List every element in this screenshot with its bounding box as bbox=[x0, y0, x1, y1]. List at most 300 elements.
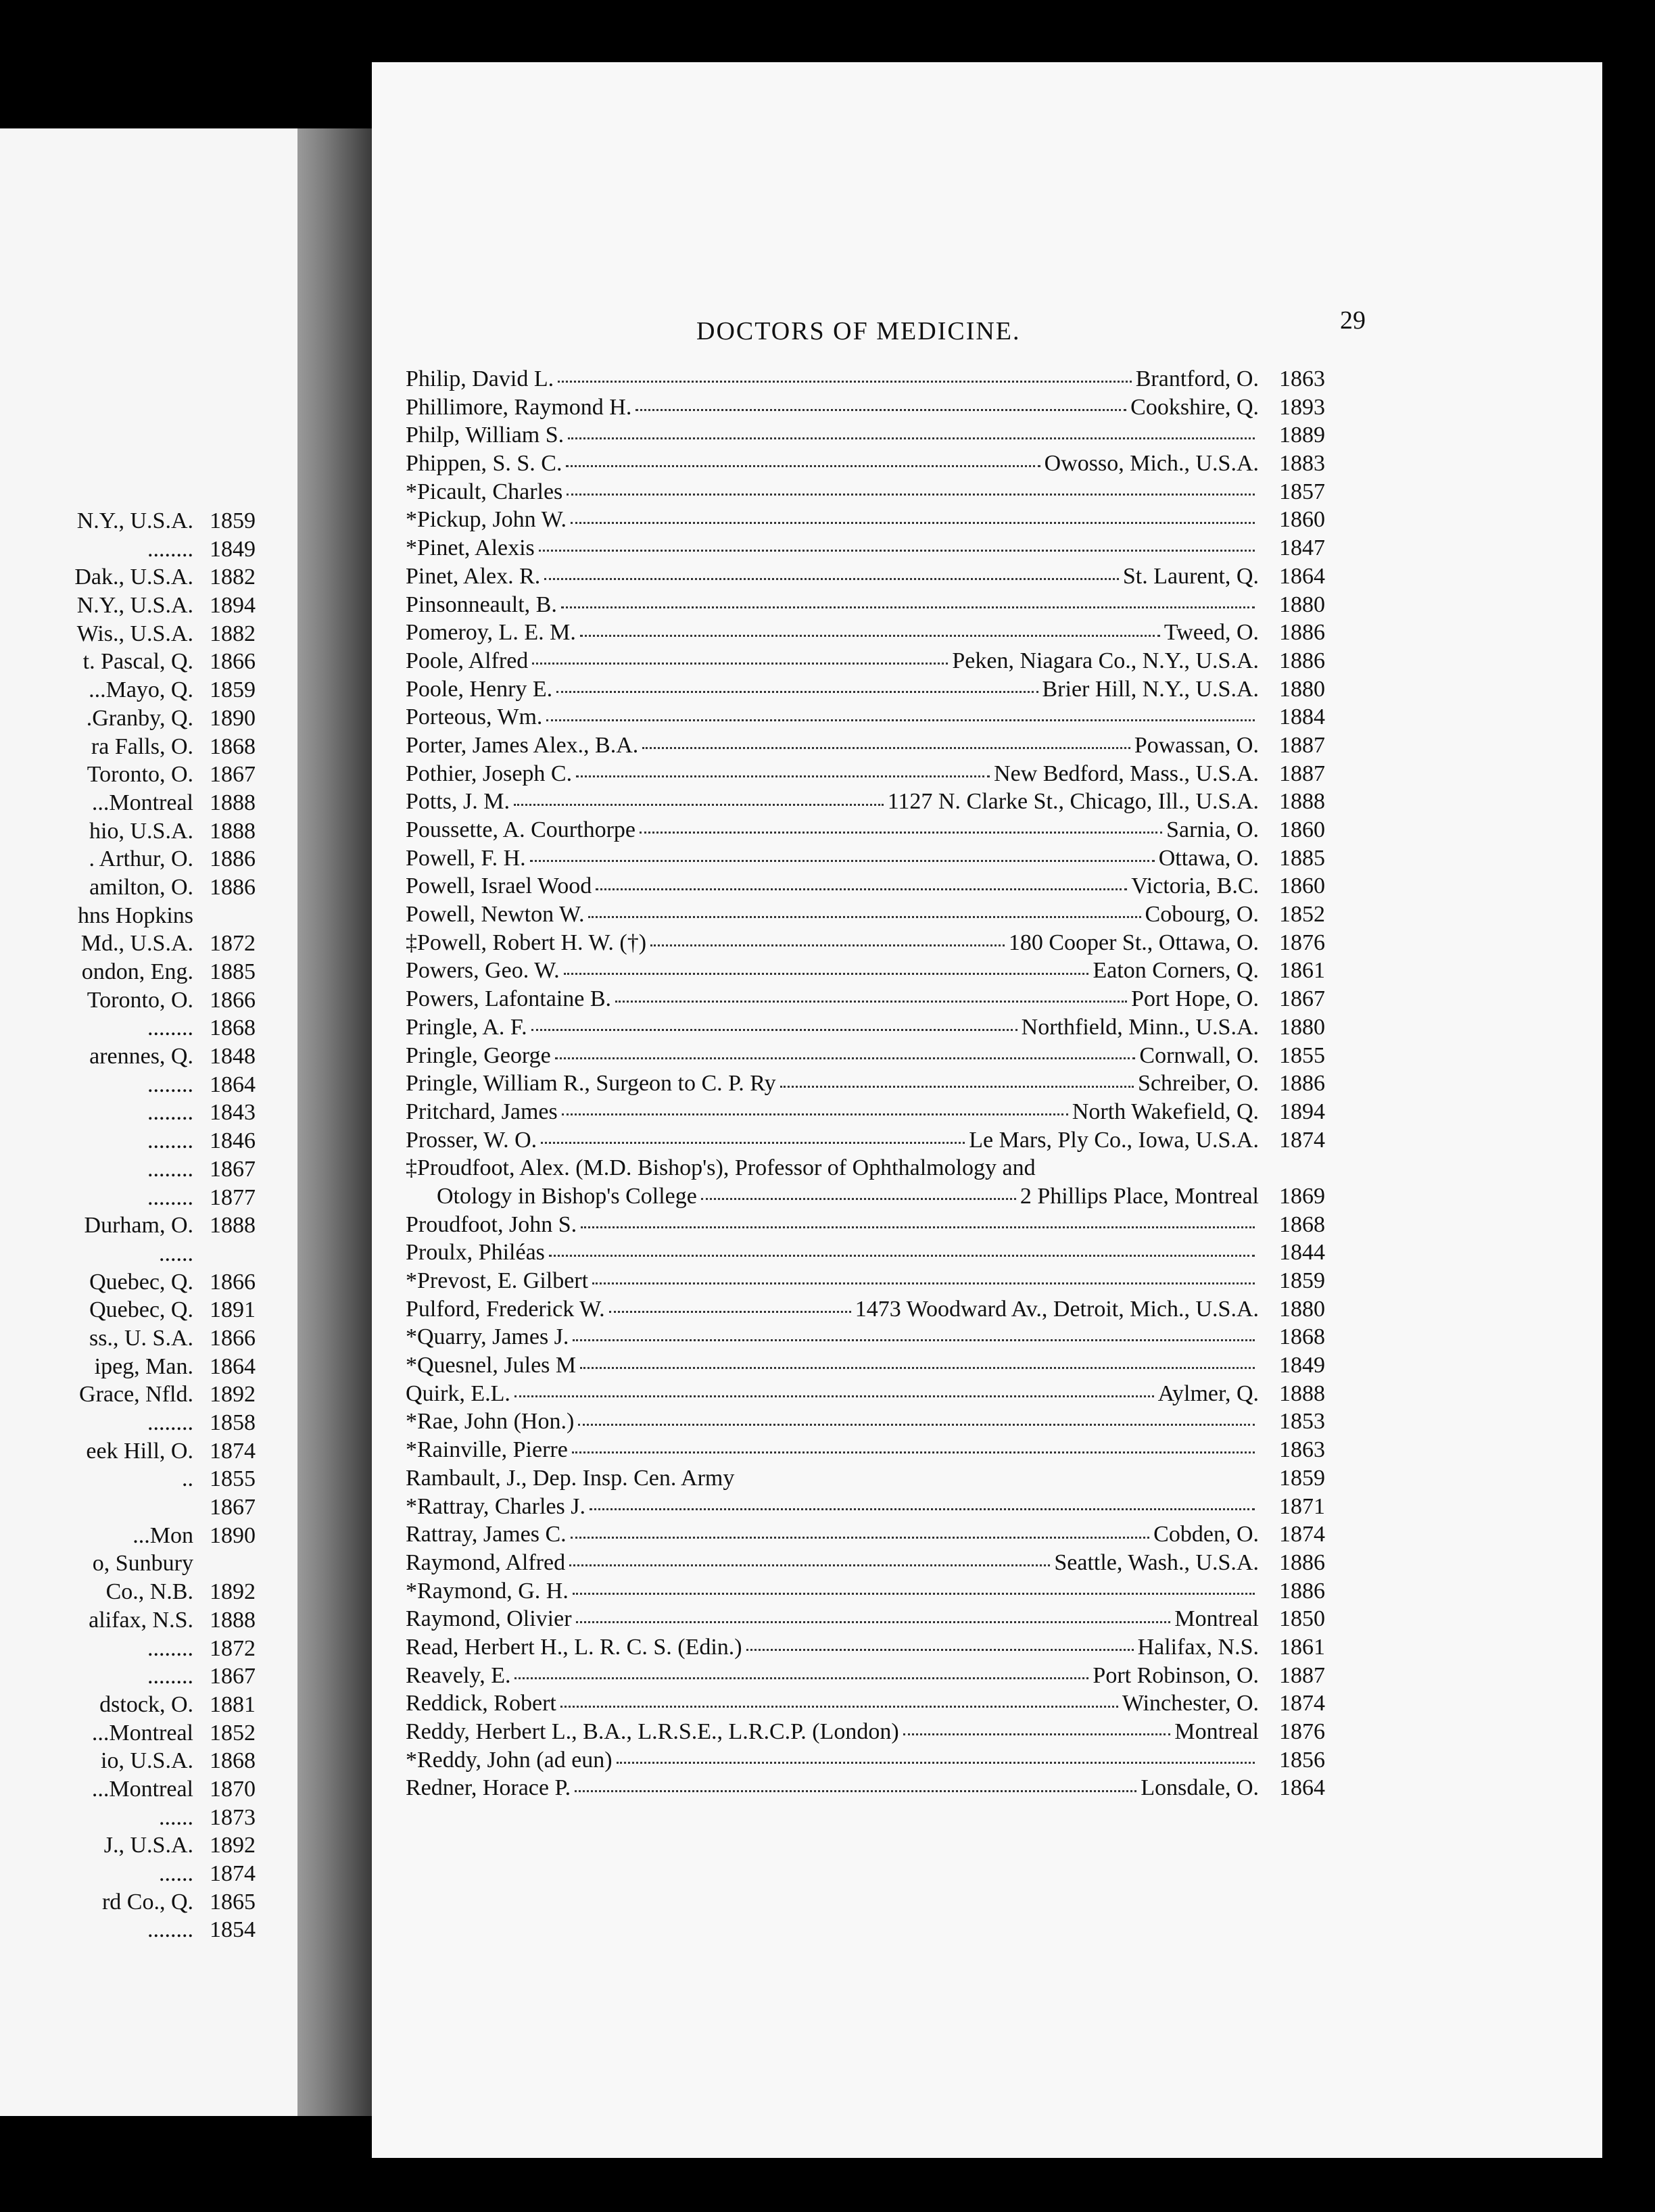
left-page-line bbox=[0, 1522, 284, 1550]
entry-name: Pothier, Joseph C. bbox=[406, 761, 573, 786]
left-page-line bbox=[0, 1860, 284, 1888]
directory-entry bbox=[406, 562, 1325, 591]
entry-name: Phippen, S. S. C. bbox=[406, 451, 562, 477]
entry-place: Owosso, Mich., U.S.A. bbox=[1044, 451, 1259, 477]
dot-leader bbox=[549, 1255, 1255, 1257]
left-page-line bbox=[0, 1211, 284, 1240]
left-line-text: .Granby, Q. bbox=[86, 705, 193, 731]
directory-entry bbox=[406, 929, 1325, 957]
left-page-line bbox=[0, 507, 284, 535]
left-line-text: o, Sunbury bbox=[92, 1551, 193, 1577]
entry-place: Tweed, O. bbox=[1164, 620, 1259, 646]
entry-year: 1888 bbox=[1279, 789, 1325, 815]
entry-name: Powers, Geo. W. bbox=[406, 958, 560, 984]
left-line-year: 1872 bbox=[210, 1635, 256, 1661]
left-line-year: 1843 bbox=[210, 1100, 256, 1126]
entry-name: *Pinet, Alexis bbox=[406, 535, 535, 561]
directory-entry bbox=[406, 393, 1325, 422]
directory-entry bbox=[406, 1408, 1325, 1436]
dot-leader bbox=[556, 691, 1038, 693]
left-line-text: ........ bbox=[147, 1128, 193, 1154]
left-line-year: 1867 bbox=[210, 1664, 256, 1689]
left-line-text: ra Falls, O. bbox=[91, 734, 193, 759]
directory-entry bbox=[406, 844, 1325, 873]
left-line-text: Co., N.B. bbox=[105, 1579, 193, 1605]
left-line-year: 1894 bbox=[210, 593, 256, 619]
left-page-line bbox=[0, 676, 284, 704]
entry-year: 1868 bbox=[1279, 1324, 1325, 1350]
entry-year: 1852 bbox=[1279, 902, 1325, 928]
entry-name: Rattray, James C. bbox=[406, 1522, 567, 1547]
left-page-line bbox=[0, 1268, 284, 1297]
left-line-year: 1888 bbox=[210, 1213, 256, 1239]
left-line-year: 1891 bbox=[210, 1297, 256, 1323]
left-line-text: alifax, N.S. bbox=[89, 1607, 193, 1633]
directory-entry bbox=[406, 985, 1325, 1013]
dot-leader bbox=[576, 775, 990, 777]
entry-year: 1880 bbox=[1279, 1014, 1325, 1040]
entry-name: *Quarry, James J. bbox=[406, 1324, 569, 1350]
left-line-year bbox=[210, 1240, 284, 1268]
entry-place: Aylmer, Q. bbox=[1157, 1380, 1259, 1406]
left-line-year: 1848 bbox=[210, 1044, 256, 1069]
directory-entry bbox=[406, 1211, 1325, 1239]
entry-place: 180 Cooper St., Ottawa, O. bbox=[1008, 930, 1259, 955]
left-page-line bbox=[0, 1296, 284, 1324]
dot-leader bbox=[546, 719, 1255, 721]
directory-entry bbox=[406, 1774, 1325, 1802]
left-line-text: ...Montreal bbox=[91, 1776, 193, 1802]
left-page-line bbox=[0, 1042, 284, 1071]
entry-place: Schreiber, O. bbox=[1138, 1071, 1259, 1097]
entry-year: 1844 bbox=[1279, 1240, 1325, 1266]
left-line-text: eek Hill, O. bbox=[86, 1438, 193, 1464]
entry-name: *Raymond, G. H. bbox=[406, 1578, 569, 1604]
directory-entry bbox=[406, 957, 1325, 985]
entry-place: Cobden, O. bbox=[1153, 1522, 1259, 1547]
entry-year: 1867 bbox=[1279, 986, 1325, 1012]
entry-year: 1880 bbox=[1279, 1296, 1325, 1322]
directory-entry bbox=[406, 1605, 1325, 1633]
directory-entry bbox=[406, 1380, 1325, 1408]
left-page-line bbox=[0, 1409, 284, 1437]
left-line-text: ...Mon bbox=[133, 1522, 193, 1548]
entry-year: 1888 bbox=[1279, 1380, 1325, 1406]
dot-leader bbox=[617, 1762, 1255, 1764]
entry-name: Pulford, Frederick W. bbox=[406, 1296, 605, 1322]
left-line-year: 1888 bbox=[210, 1607, 256, 1633]
directory-entry bbox=[406, 788, 1325, 816]
left-line-text: ........ bbox=[147, 1184, 193, 1210]
dot-leader bbox=[514, 1395, 1154, 1397]
dot-leader bbox=[571, 522, 1255, 524]
left-line-year: 1882 bbox=[210, 564, 256, 590]
left-line-year: 1866 bbox=[210, 1269, 256, 1295]
left-line-text: ........ bbox=[147, 1635, 193, 1661]
left-page-line bbox=[0, 1916, 284, 1944]
entry-name: Raymond, Alfred bbox=[406, 1549, 566, 1575]
left-page-line bbox=[0, 1775, 284, 1804]
entry-name: Porter, James Alex., B.A. bbox=[406, 732, 639, 758]
entry-place: Port Hope, O. bbox=[1131, 986, 1259, 1012]
directory-entry bbox=[406, 591, 1325, 619]
directory-entry bbox=[406, 1126, 1325, 1155]
dot-leader bbox=[596, 888, 1127, 890]
left-line-text: Quebec, Q. bbox=[89, 1297, 193, 1323]
entry-name: Pinet, Alex. R. bbox=[406, 563, 541, 589]
entry-name: Read, Herbert H., L. R. C. S. (Edin.) bbox=[406, 1634, 742, 1660]
entry-year: 1855 bbox=[1279, 1042, 1325, 1068]
entry-place: Montreal bbox=[1174, 1719, 1259, 1744]
directory-entry bbox=[406, 619, 1325, 647]
left-page-line bbox=[0, 789, 284, 817]
entry-year: 1860 bbox=[1279, 507, 1325, 533]
left-line-year: 1888 bbox=[210, 818, 256, 844]
dot-leader bbox=[581, 1226, 1255, 1228]
entry-year: 1860 bbox=[1279, 817, 1325, 842]
directory-entry bbox=[406, 1689, 1325, 1718]
directory-entry bbox=[406, 900, 1325, 929]
directory-entry bbox=[406, 675, 1325, 704]
entry-name: *Rae, John (Hon.) bbox=[406, 1409, 575, 1435]
left-page-line bbox=[0, 1549, 284, 1578]
left-page-line bbox=[0, 1804, 284, 1832]
directory-entry bbox=[406, 534, 1325, 562]
entry-place: Cobourg, O. bbox=[1145, 902, 1259, 928]
left-line-year: 1886 bbox=[210, 874, 256, 900]
left-line-year: 1854 bbox=[210, 1917, 256, 1943]
left-line-year bbox=[210, 902, 284, 930]
entry-name: Raymond, Olivier bbox=[406, 1606, 572, 1632]
dot-leader bbox=[560, 1706, 1118, 1708]
directory-entry bbox=[406, 1549, 1325, 1577]
entry-year: 1894 bbox=[1279, 1099, 1325, 1124]
left-line-year: 1877 bbox=[210, 1184, 256, 1210]
left-page-line bbox=[0, 1240, 284, 1268]
left-line-text: ........ bbox=[147, 1100, 193, 1126]
directory-entry bbox=[406, 1042, 1325, 1070]
entry-name: ‡Powell, Robert H. W. (†) bbox=[406, 930, 647, 955]
entry-name: *Rainville, Pierre bbox=[406, 1437, 568, 1463]
left-line-year: 1867 bbox=[210, 1495, 256, 1520]
left-page-line bbox=[0, 817, 284, 846]
directory-entry bbox=[406, 1182, 1325, 1211]
entry-year: 1886 bbox=[1279, 1549, 1325, 1575]
entry-year: 1874 bbox=[1279, 1522, 1325, 1547]
entry-year: 1887 bbox=[1279, 732, 1325, 758]
left-line-year: 1859 bbox=[210, 677, 256, 703]
dot-leader bbox=[588, 916, 1141, 918]
entry-name: Philp, William S. bbox=[406, 423, 565, 448]
dot-leader bbox=[514, 1677, 1088, 1679]
left-page-line bbox=[0, 1719, 284, 1748]
left-page-line bbox=[0, 1071, 284, 1099]
entry-name: Poole, Henry E. bbox=[406, 676, 553, 702]
directory-entry bbox=[406, 1351, 1325, 1380]
left-line-text: Wis., U.S.A. bbox=[76, 621, 193, 646]
left-line-text: N.Y., U.S.A. bbox=[76, 508, 193, 533]
directory-entry bbox=[406, 1493, 1325, 1521]
entry-place: Halifax, N.S. bbox=[1137, 1634, 1259, 1660]
entry-year: 1861 bbox=[1279, 958, 1325, 984]
left-line-text: Dak., U.S.A. bbox=[74, 564, 193, 590]
dot-leader bbox=[530, 860, 1155, 862]
directory-entry bbox=[406, 1464, 1325, 1493]
entry-name: Quirk, E.L. bbox=[406, 1380, 510, 1406]
left-page-line bbox=[0, 1099, 284, 1127]
dot-leader bbox=[564, 973, 1089, 975]
left-line-text: ...Montreal bbox=[91, 1720, 193, 1746]
directory-entry bbox=[406, 731, 1325, 760]
entry-year: 1880 bbox=[1279, 592, 1325, 617]
entry-place: Sarnia, O. bbox=[1166, 817, 1259, 842]
left-line-year: 1855 bbox=[210, 1466, 256, 1492]
directory-entry bbox=[406, 1633, 1325, 1662]
left-line-year: 1892 bbox=[210, 1579, 256, 1605]
directory-entry bbox=[406, 703, 1325, 731]
entry-place: Victoria, B.C. bbox=[1131, 873, 1259, 899]
left-line-text: . Arthur, O. bbox=[89, 846, 193, 872]
left-line-year: 1866 bbox=[210, 649, 256, 675]
entry-place: Seattle, Wash., U.S.A. bbox=[1054, 1549, 1259, 1575]
dot-leader bbox=[567, 494, 1255, 496]
left-page-line bbox=[0, 648, 284, 676]
left-page-line bbox=[0, 902, 284, 930]
dot-leader bbox=[572, 1451, 1255, 1453]
left-line-text: hio, U.S.A. bbox=[89, 818, 193, 844]
left-page-line bbox=[0, 761, 284, 789]
dot-leader bbox=[635, 409, 1126, 411]
dot-leader bbox=[566, 465, 1040, 467]
directory-entry bbox=[406, 1239, 1325, 1267]
directory-entry bbox=[406, 1154, 1325, 1182]
dot-leader bbox=[562, 1113, 1068, 1115]
entry-place: Ottawa, O. bbox=[1158, 845, 1259, 871]
entry-year: 1850 bbox=[1279, 1606, 1325, 1632]
entry-name: Prosser, W. O. bbox=[406, 1127, 537, 1153]
entry-name: *Quesnel, Jules M bbox=[406, 1353, 577, 1378]
directory-entry bbox=[406, 450, 1325, 478]
entry-year: 1886 bbox=[1279, 648, 1325, 673]
entry-year: 1859 bbox=[1279, 1268, 1325, 1293]
left-line-year: 1868 bbox=[210, 1748, 256, 1774]
entry-place: 1127 N. Clarke St., Chicago, Ill., U.S.A. bbox=[887, 789, 1259, 815]
left-line-text: ........ bbox=[147, 1015, 193, 1041]
entry-name: Pringle, George bbox=[406, 1042, 551, 1068]
left-line-text: ...... bbox=[159, 1804, 193, 1830]
directory-entry bbox=[406, 365, 1325, 393]
left-page-line bbox=[0, 704, 284, 733]
left-line-text: N.Y., U.S.A. bbox=[76, 593, 193, 619]
entry-year: 1885 bbox=[1279, 845, 1325, 871]
directory-entry bbox=[406, 1098, 1325, 1126]
left-page-line bbox=[0, 1127, 284, 1155]
left-line-year: 1868 bbox=[210, 1015, 256, 1041]
entry-year: 1864 bbox=[1279, 563, 1325, 589]
directory-entry bbox=[406, 506, 1325, 534]
entry-name: Poole, Alfred bbox=[406, 648, 529, 673]
entry-name: Proulx, Philéas bbox=[406, 1240, 545, 1266]
entry-name: ‡Proudfoot, Alex. (M.D. Bishop's), Professor of Ophthalmology and bbox=[406, 1155, 1036, 1181]
left-line-year: 1886 bbox=[210, 846, 256, 872]
dot-leader bbox=[569, 1564, 1050, 1566]
dot-leader bbox=[532, 663, 948, 665]
left-page-line bbox=[0, 535, 284, 564]
left-page-line bbox=[0, 930, 284, 958]
entry-year: 1868 bbox=[1279, 1211, 1325, 1237]
left-page-line bbox=[0, 1635, 284, 1663]
left-line-year: 1867 bbox=[210, 762, 256, 788]
directory-entry bbox=[406, 1267, 1325, 1295]
directory-entries bbox=[406, 365, 1325, 1802]
entry-year: 1874 bbox=[1279, 1691, 1325, 1716]
left-line-text: t. Pascal, Q. bbox=[82, 649, 193, 675]
left-line-year: 1852 bbox=[210, 1720, 256, 1746]
left-page-line bbox=[0, 1155, 284, 1184]
left-line-text: J., U.S.A. bbox=[103, 1833, 193, 1858]
directory-entry bbox=[406, 1577, 1325, 1606]
entry-year: 1853 bbox=[1279, 1409, 1325, 1435]
directory-entry bbox=[406, 872, 1325, 900]
left-line-text: Grace, Nfld. bbox=[79, 1382, 193, 1408]
left-line-year: 1868 bbox=[210, 734, 256, 759]
left-line-text: ...Mayo, Q. bbox=[89, 677, 193, 703]
dot-leader bbox=[701, 1198, 1016, 1200]
entry-place: Peken, Niagara Co., N.Y., U.S.A. bbox=[952, 648, 1259, 673]
directory-entry bbox=[406, 1013, 1325, 1042]
left-line-text: Quebec, Q. bbox=[89, 1269, 193, 1295]
left-line-text: ........ bbox=[147, 1410, 193, 1435]
left-page-lines bbox=[0, 507, 284, 1944]
entry-name: Pritchard, James bbox=[406, 1099, 558, 1124]
directory-entry bbox=[406, 421, 1325, 450]
left-line-text: Toronto, O. bbox=[87, 762, 193, 788]
entry-year: 1860 bbox=[1279, 873, 1325, 899]
left-page-line bbox=[0, 845, 284, 873]
entry-year: 1869 bbox=[1279, 1183, 1325, 1209]
directory-entry bbox=[406, 478, 1325, 506]
left-page-line bbox=[0, 1691, 284, 1719]
entry-place: Powassan, O. bbox=[1134, 732, 1259, 758]
entry-name: Potts, J. M. bbox=[406, 789, 510, 815]
left-page-line bbox=[0, 873, 284, 902]
left-line-text: ipeg, Man. bbox=[94, 1353, 193, 1379]
entry-year: 1884 bbox=[1279, 704, 1325, 730]
entry-name: *Picault, Charles bbox=[406, 479, 563, 504]
left-line-text: ondon, Eng. bbox=[81, 959, 193, 984]
left-page-line bbox=[0, 563, 284, 592]
left-line-year: 1874 bbox=[210, 1438, 256, 1464]
left-line-text: io, U.S.A. bbox=[101, 1748, 193, 1774]
entry-name: Reddy, Herbert L., B.A., L.R.S.E., L.R.C.P. (London) bbox=[406, 1719, 899, 1744]
left-line-year: 1864 bbox=[210, 1072, 256, 1097]
left-page-line bbox=[0, 1437, 284, 1466]
left-line-text: ........ bbox=[147, 1156, 193, 1182]
entry-place: Cornwall, O. bbox=[1139, 1042, 1259, 1068]
left-page-line bbox=[0, 1662, 284, 1691]
dot-leader bbox=[903, 1733, 1171, 1735]
dot-leader bbox=[544, 578, 1119, 580]
entry-name: Philip, David L. bbox=[406, 366, 554, 391]
dot-leader bbox=[576, 1621, 1171, 1623]
left-line-year: 1881 bbox=[210, 1691, 256, 1717]
left-page-line bbox=[0, 1353, 284, 1381]
entry-year: 1856 bbox=[1279, 1747, 1325, 1773]
directory-entry bbox=[406, 816, 1325, 844]
left-page-line bbox=[0, 1184, 284, 1212]
left-page-line bbox=[0, 592, 284, 620]
left-line-text: ...... bbox=[159, 1241, 193, 1266]
entry-year: 1876 bbox=[1279, 930, 1325, 955]
left-line-year: 1866 bbox=[210, 987, 256, 1013]
entry-name: *Pickup, John W. bbox=[406, 507, 567, 533]
dot-leader bbox=[514, 804, 884, 806]
directory-entry bbox=[406, 1069, 1325, 1098]
left-page-line bbox=[0, 1747, 284, 1775]
left-page-line bbox=[0, 1014, 284, 1042]
entry-year: 1849 bbox=[1279, 1353, 1325, 1378]
left-line-year: 1846 bbox=[210, 1128, 256, 1154]
directory-entry bbox=[406, 760, 1325, 788]
entry-name: Reddick, Robert bbox=[406, 1691, 556, 1716]
entry-name: Pringle, A. F. bbox=[406, 1014, 527, 1040]
entry-place: 1473 Woodward Av., Detroit, Mich., U.S.A. bbox=[855, 1296, 1259, 1322]
left-line-year: 1888 bbox=[210, 790, 256, 815]
left-page-line bbox=[0, 620, 284, 648]
directory-entry bbox=[406, 1520, 1325, 1549]
left-line-year: 1859 bbox=[210, 508, 256, 533]
book-gutter bbox=[297, 128, 372, 2116]
left-page-line bbox=[0, 1578, 284, 1606]
entry-name: Pringle, William R., Surgeon to C. P. Ry bbox=[406, 1071, 776, 1097]
directory-entry bbox=[406, 1436, 1325, 1464]
directory-entry bbox=[406, 647, 1325, 675]
left-line-text: amilton, O. bbox=[89, 874, 193, 900]
entry-place: Winchester, O. bbox=[1122, 1691, 1259, 1716]
left-page-line bbox=[0, 1465, 284, 1493]
entry-name: Proudfoot, John S. bbox=[406, 1211, 577, 1237]
left-line-text: Md., U.S.A. bbox=[80, 931, 193, 957]
entry-place: Cookshire, Q. bbox=[1130, 394, 1259, 420]
dot-leader bbox=[541, 1142, 965, 1144]
left-line-year: 1865 bbox=[210, 1889, 256, 1915]
dot-leader bbox=[580, 635, 1160, 637]
left-line-year: 1892 bbox=[210, 1833, 256, 1858]
left-line-year bbox=[210, 1549, 284, 1578]
left-page-line bbox=[0, 1606, 284, 1635]
entry-year: 1889 bbox=[1279, 423, 1325, 448]
dot-leader bbox=[558, 381, 1132, 383]
dot-leader bbox=[609, 1311, 851, 1313]
entry-year: 1861 bbox=[1279, 1634, 1325, 1660]
dot-leader bbox=[573, 1339, 1255, 1341]
left-page-line bbox=[0, 1888, 284, 1917]
entry-year: 1863 bbox=[1279, 366, 1325, 391]
dot-leader bbox=[571, 1537, 1150, 1539]
dot-leader bbox=[561, 606, 1255, 608]
entry-year: 1864 bbox=[1279, 1775, 1325, 1801]
dot-leader bbox=[615, 1001, 1127, 1003]
entry-year: 1880 bbox=[1279, 676, 1325, 702]
dot-leader bbox=[531, 1029, 1017, 1031]
left-line-year: 1885 bbox=[210, 959, 256, 984]
left-line-text: .. bbox=[182, 1466, 193, 1492]
left-line-year: 1890 bbox=[210, 705, 256, 731]
left-line-text: ...Montreal bbox=[91, 790, 193, 815]
entry-name: Powell, Israel Wood bbox=[406, 873, 592, 899]
running-head: DOCTORS OF MEDICINE. bbox=[696, 317, 1021, 345]
entry-name: Poussette, A. Courthorpe bbox=[406, 817, 635, 842]
